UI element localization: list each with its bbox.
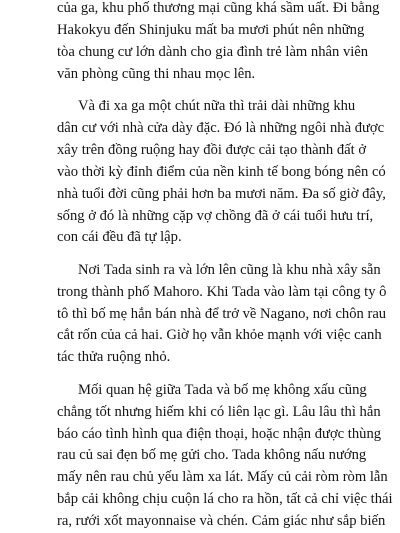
text-line: Hakokyu đến Shinjuku mất ba mươi phút nên những <box>57 21 365 38</box>
text-line: mấy nên rau chủ yếu làm xa lát. Mấy củ cải ròm ròm lẫn <box>57 469 388 486</box>
paragraph-first-line: Và đi xa ga một chút nữa thì trải dài những khu <box>78 98 356 115</box>
text-line: sống ở đó là những cặp vợ chồng đã ở cái tuổi hưu trí, <box>57 207 374 224</box>
text-line: trong thành phố Mahoro. Khi Tada vào làm tại công ty ô <box>57 283 387 300</box>
text-line: của ga, khu phố thương mại cũng khá sầm uất. Đi bằng <box>57 0 380 16</box>
text-line: tòa chung cư lớn dành cho gia đình trẻ làm nhân viên <box>57 43 369 60</box>
text-line: rau củ sai đẹn bố mẹ gửi cho. Tada không nấu nướng <box>57 447 367 464</box>
text-line: tô thì bố mẹ hắn bán nhà để trở về Nagano, nơi chôn rau <box>57 305 387 322</box>
text-line: xây trên đồng ruộng hay đồi được cải tạo thành đất ở <box>57 141 367 158</box>
text-line: bắp cải không chịu cuộn lá cho ra hồn, tất cả chỉ việc thái <box>57 491 393 508</box>
text-line: ra, rưới xốt mayonnaise và chén. Cảm giác như sắp biến <box>57 513 386 530</box>
text-line: cắt rốn của cả hai. Giờ họ vẫn khỏe mạnh với việc canh <box>57 327 382 344</box>
paragraph-first-line: Nơi Tada sinh ra và lớn lên cũng là khu nhà xây sẵn <box>78 261 381 278</box>
text-line: nhà tuổi đời cũng phải hơn ba mươi năm. Đa số giờ đây, <box>57 185 386 202</box>
text-line: dân cư với nhà cửa dày đặc. Đó là những ngôi nhà được <box>57 119 385 136</box>
text-line: chẳng tốt nhưng hiếm khi có liên lạc gì. Lâu lâu thì hắn <box>57 403 381 420</box>
paragraph-first-line: Mối quan hệ giữa Tada và bố mẹ không xấu cũng <box>78 381 367 398</box>
text-line: tác thửa ruộng nhỏ. <box>57 349 171 366</box>
text-line: báo cáo tình hình qua điện thoại, hoặc nhận được thùng <box>57 425 382 442</box>
text-line: con cái đều đã tự lập. <box>57 229 182 246</box>
text-line: văn phòng cũng thi nhau mọc lên. <box>57 65 256 82</box>
text-line: vào thời kỳ đỉnh điểm của nền kinh tế bong bóng nên có <box>57 163 386 180</box>
